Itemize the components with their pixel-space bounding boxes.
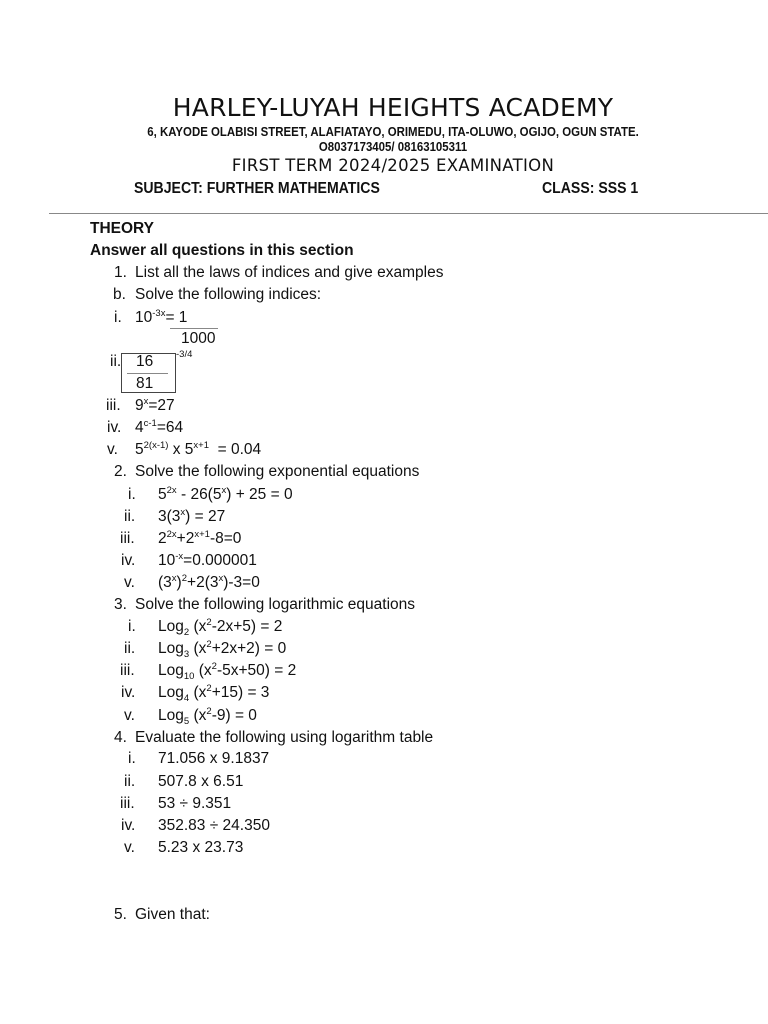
exam-term: FIRST TERM 2024/2025 EXAMINATION: [231, 156, 555, 175]
q1b-text: Solve the following indices:: [135, 286, 322, 303]
q3-ii-number: ii.: [124, 640, 136, 657]
q3-ii-expression: Log$_3$ $(x^2+2x+2) = 0$: [158, 638, 287, 661]
q1b-ii-exponent: -3/4: [176, 349, 193, 360]
q4-i-expression: 71.056 x 9.1837: [158, 750, 270, 767]
q3-iii-number: iii.: [120, 662, 135, 679]
q1b-i-expression: $10^{-3x}= 1$: [135, 307, 188, 326]
q4-v-expression: 5.23 x 23.73: [158, 839, 244, 856]
q1b-iii-expression: $9^x=27$: [135, 395, 175, 414]
q1-number: 1.: [114, 264, 127, 281]
q4-iv-number: iv.: [121, 817, 136, 834]
q4-iii-number: iii.: [120, 795, 135, 812]
q1b-ii-number: ii.: [110, 353, 122, 370]
q4-v-number: v.: [124, 839, 135, 856]
q2-iv-number: iv.: [121, 552, 136, 569]
q2-i-expression: $5^{2x} - 26(5^x) + 25 = 0$: [158, 484, 293, 503]
section-title: THEORY: [90, 220, 155, 237]
q1b-iv-number: iv.: [107, 419, 122, 436]
class-label: CLASS: SSS 1: [542, 180, 639, 197]
q4-text: Evaluate the following using logarithm table: [135, 729, 434, 746]
q1b-number: b.: [113, 286, 126, 303]
q2-iii-number: iii.: [120, 530, 135, 547]
q2-ii-expression: $3(3^x) = 27$: [158, 506, 226, 525]
q2-ii-number: ii.: [124, 508, 136, 525]
school-name: HARLEY-LUYAH HEIGHTS ACADEMY: [172, 93, 614, 122]
school-phones: O8037173405/ 08163105311: [318, 139, 468, 154]
q4-ii-number: ii.: [124, 773, 136, 790]
q3-v-expression: Log$_5$ $(x^2-9) = 0$: [158, 705, 257, 728]
q3-iv-expression: Log$_4$ $(x^2+15) = 3$: [158, 682, 270, 705]
section-instruction: Answer all questions in this section: [90, 242, 354, 259]
q3-i-number: i.: [128, 618, 136, 635]
q1b-v-expression: $5^{2(x-1)}$ x $5^{x+1} = 0.04$: [135, 439, 262, 458]
subject-label: SUBJECT: FURTHER MATHEMATICS: [134, 180, 380, 197]
q4-number: 4.: [114, 729, 127, 746]
q1b-v-number: v.: [107, 441, 118, 458]
q1-text: List all the laws of indices and give examples: [135, 264, 444, 281]
q1b-i-number: i.: [114, 309, 122, 326]
q3-i-expression: Log$_2$ $(x^2-2x+5) = 2$: [158, 616, 283, 639]
q1b-ii-denominator: 81: [136, 375, 154, 392]
q1b-i-denominator: 1000: [181, 330, 216, 347]
q2-iii-expression: $2^{2x}+2^{x+1}-8=0$: [158, 528, 242, 547]
q2-text: Solve the following exponential equations: [135, 463, 420, 480]
fraction-bar: [127, 373, 168, 374]
q4-i-number: i.: [128, 750, 136, 767]
school-address: 6, KAYODE OLABISI STREET, ALAFIATAYO, ORIMEDU, ITA-OLUWO, OGIJO, OGUN STATE.: [147, 124, 639, 139]
q1b-iii-number: iii.: [106, 397, 121, 414]
q4-ii-expression: 507.8 x 6.51: [158, 773, 244, 790]
q3-number: 3.: [114, 596, 127, 613]
header-divider: [49, 213, 768, 214]
q5-text: Given that:: [135, 906, 210, 923]
q2-v-expression: $(3^x)^2+2(3^x)-3=0$: [158, 572, 260, 591]
q2-number: 2.: [114, 463, 127, 480]
q4-iv-expression: 352.83 ÷ 24.350: [158, 817, 270, 834]
q4-iii-expression: 53 ÷ 9.351: [158, 795, 232, 812]
q3-text: Solve the following logarithmic equations: [135, 596, 416, 613]
q2-v-number: v.: [124, 574, 135, 591]
q3-iv-number: iv.: [121, 684, 136, 701]
q5-number: 5.: [114, 906, 127, 923]
q1b-iv-expression: $4^{c-1}=64$: [135, 417, 184, 436]
q3-iii-expression: Log$_{10}$ $(x^2-5x+50) = 2$: [158, 660, 297, 683]
fraction-bar: [170, 328, 218, 329]
q3-v-number: v.: [124, 707, 135, 724]
q2-iv-expression: $10^{-x}=0.000001$: [158, 550, 257, 569]
q2-i-number: i.: [128, 486, 136, 503]
q1b-ii-numerator: 16: [136, 353, 154, 370]
